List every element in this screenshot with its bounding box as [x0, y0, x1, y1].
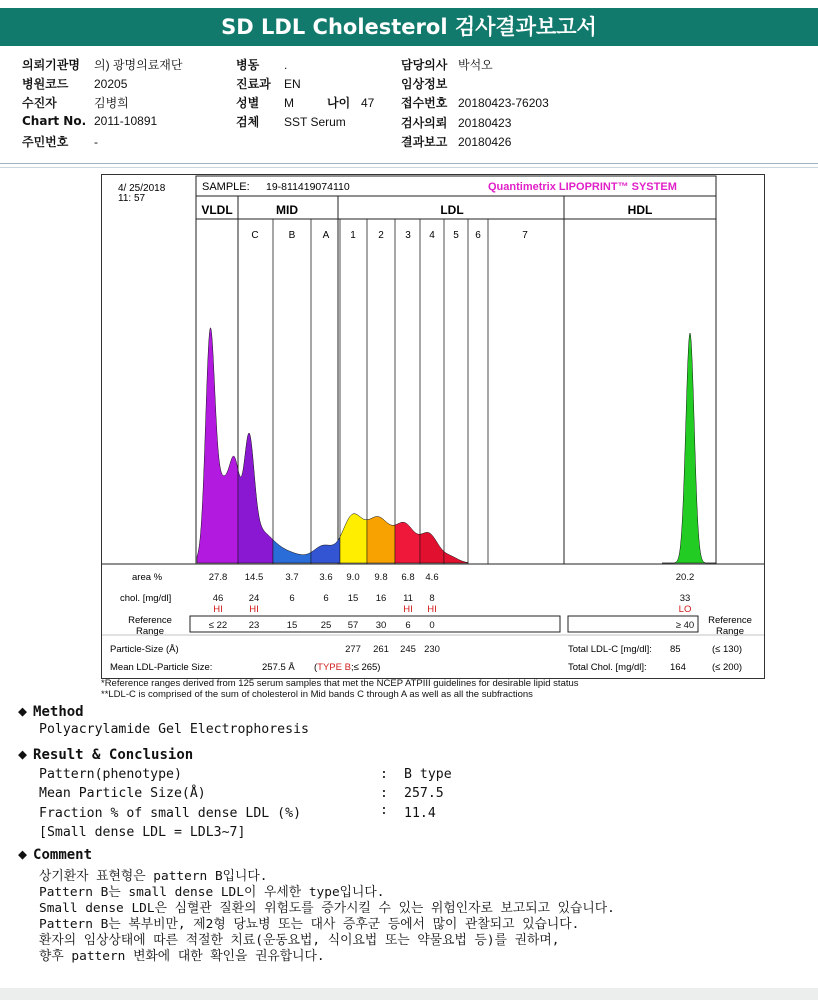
- result-label: Fraction % of small dense LDL (%): [39, 806, 302, 821]
- area-value: 6.8: [401, 572, 415, 583]
- result-label: Mean Particle Size(Å): [39, 786, 206, 801]
- band-dividers: [196, 196, 716, 564]
- chol-value: 15: [347, 593, 359, 604]
- mean-size-value: 257.5 Å: [262, 662, 295, 673]
- result-heading: ◆ Result & Conclusion: [18, 745, 194, 763]
- chol-value: 16: [375, 593, 387, 604]
- sample-label: SAMPLE:: [202, 181, 250, 193]
- band-label-b: B: [288, 230, 296, 241]
- band-label-2: 2: [378, 230, 384, 241]
- area-value: 3.7: [285, 572, 299, 583]
- band-fill-A: [311, 537, 340, 563]
- result-sep: :: [380, 786, 388, 801]
- info-row: 병원코드 20205: [22, 77, 128, 91]
- comment-line: Pattern B는 small dense LDL이 우세한 type입니다.: [39, 885, 385, 900]
- result-sep: :: [380, 767, 388, 782]
- flag-lo: LO: [678, 604, 692, 615]
- info-row: 성별 M: [236, 96, 294, 110]
- comment-line: 환자의 임상상태에 따른 적절한 치료(운동요법, 식이요법 또는 약물요법 등)를 권하며,: [39, 933, 560, 948]
- plot-frame: [196, 196, 716, 564]
- band-fill-C: [238, 433, 273, 563]
- reference-value: 15: [286, 620, 298, 631]
- result-label: Pattern(phenotype): [39, 767, 182, 782]
- comment-heading: ◆ Comment: [18, 845, 93, 863]
- system-logo: Quantimetrix LIPOPRINT™ SYSTEM: [488, 181, 677, 193]
- band-fill-5: [444, 552, 468, 564]
- total-chol-label: Total Chol. [mg/dl]:: [568, 662, 647, 673]
- flag-hi: HI: [403, 604, 413, 615]
- particle-size-value: 261: [373, 644, 389, 655]
- info-row: 병동 .: [236, 58, 288, 72]
- total-chol-ref: (≤ 200): [712, 662, 743, 673]
- result-value: B type: [404, 767, 452, 782]
- row-label-reference: Reference Range: [128, 615, 172, 637]
- method-text: Polyacrylamide Gel Electrophoresis: [39, 722, 309, 737]
- result-note: [Small dense LDL = LDL3~7]: [39, 825, 246, 840]
- chol-value: 46: [212, 593, 224, 604]
- comment-line: Pattern B는 복부비만, 제2형 당뇨병 또는 대사 증후군 등에서 많이 관찰되고 있습니다.: [39, 917, 580, 932]
- reference-value: 30: [375, 620, 387, 631]
- comment-line: 향후 pattern 변화에 대한 확인을 권유합니다.: [39, 949, 325, 964]
- band-label-3: 3: [405, 230, 411, 241]
- row-label-area: area %: [132, 572, 163, 583]
- band-fill-3: [395, 522, 420, 563]
- chol-value: 33: [679, 593, 691, 604]
- area-value: 9.8: [374, 572, 388, 583]
- info-row: 결과보고 20180426: [401, 135, 512, 149]
- footnote-2: **LDL-C is comprised of the sum of cholesterol in Mid bands C through A as well as all the subfractions: [101, 689, 533, 700]
- band-label-c: C: [251, 230, 259, 241]
- diamond-icon: ◆: [18, 845, 28, 863]
- info-row: 진료과 EN: [236, 77, 301, 91]
- reference-value: 25: [320, 620, 332, 631]
- band-fill-VLDL: [197, 328, 238, 563]
- total-ldl-value: 85: [670, 644, 681, 655]
- result-value: 257.5: [404, 786, 444, 801]
- reference-value: 23: [248, 620, 260, 631]
- area-value: 3.6: [319, 572, 333, 583]
- flag-hi: HI: [213, 604, 223, 615]
- reference-value: ≥ 40: [675, 620, 695, 631]
- area-value: 9.0: [346, 572, 360, 583]
- lipoprint-chart-svg: [102, 175, 764, 678]
- band-fill-2: [367, 517, 395, 564]
- particle-size-value: 245: [400, 644, 416, 655]
- info-row: 의뢰기관명 의) 광명의료재단: [22, 58, 183, 72]
- table-values: [209, 572, 695, 655]
- band-label-4: 4: [429, 230, 435, 241]
- group-label-mid: MID: [276, 203, 298, 217]
- info-row: Chart No. 2011-10891: [22, 114, 158, 128]
- area-value: 20.2: [675, 572, 695, 583]
- row-label-reference-right: Reference Range: [708, 615, 752, 637]
- band-fill-1: [340, 514, 367, 563]
- result-value: 11.4: [404, 806, 436, 821]
- sample-id: 19-811419074110: [266, 181, 350, 193]
- band-fill-HDL: [662, 333, 716, 563]
- band-fill-B: [273, 540, 311, 563]
- chol-value: 6: [289, 593, 295, 604]
- info-row: 주민번호 -: [22, 135, 98, 149]
- reference-value: 57: [347, 620, 359, 631]
- divider: [0, 167, 818, 168]
- info-row: 접수번호 20180423-76203: [401, 96, 549, 110]
- mean-type: (TYPE B;≤ 265): [314, 662, 381, 673]
- method-heading: ◆ Method: [18, 702, 84, 720]
- info-row: 수진자 김병희: [22, 96, 129, 110]
- page-footer: [0, 988, 818, 1000]
- group-label-ldl: LDL: [440, 203, 464, 217]
- row-label-particle: Particle-Size (Å): [110, 644, 179, 655]
- diamond-icon: ◆: [18, 745, 28, 763]
- result-sep: :: [380, 803, 388, 818]
- band-label-5: 5: [453, 230, 459, 241]
- band-label-7: 7: [522, 230, 528, 241]
- lipoprint-chart: [101, 174, 765, 679]
- chol-value: 24: [248, 593, 260, 604]
- footnote-1: *Reference ranges derived from 125 serum samples that met the NCEP ATPIII guidelines for desirable lipid status: [101, 678, 579, 689]
- group-label-vldl: VLDL: [201, 203, 233, 217]
- band-fill-4: [420, 532, 444, 563]
- total-chol-value: 164: [670, 662, 686, 673]
- divider: [0, 163, 818, 164]
- total-ldl-label: Total LDL-C [mg/dl]:: [568, 644, 652, 655]
- reference-value: 0: [429, 620, 435, 631]
- info-row: 검체 SST Serum: [236, 115, 346, 129]
- comment-line: 상기환자 표현형은 pattern B입니다.: [39, 869, 268, 884]
- band-label-1: 1: [350, 230, 356, 241]
- band-label-6: 6: [475, 230, 481, 241]
- reference-value: 6: [405, 620, 411, 631]
- reference-value: ≤ 22: [208, 620, 228, 631]
- comment-line: Small dense LDL은 심혈관 질환의 위험도를 증가시킬 수 있는 위험인자로 보고되고 있습니다.: [39, 901, 615, 916]
- chart-date: 4/ 25/2018: [118, 183, 166, 194]
- diamond-icon: ◆: [18, 702, 28, 720]
- row-label-chol: chol. [mg/dl]: [120, 593, 172, 604]
- row-label-mean: Mean LDL-Particle Size:: [110, 662, 213, 673]
- flag-hi: HI: [249, 604, 259, 615]
- area-value: 4.6: [425, 572, 439, 583]
- info-row: 검사의뢰 20180423: [401, 116, 512, 130]
- area-value: 14.5: [244, 572, 264, 583]
- densitogram: [197, 328, 716, 563]
- area-value: 27.8: [208, 572, 228, 583]
- report-title: SD LDL Cholesterol 검사결과보고서: [0, 8, 818, 46]
- chol-value: 8: [429, 593, 435, 604]
- info-row: 임상정보: [401, 77, 448, 91]
- chol-value: 11: [403, 593, 413, 604]
- age-field: 나이 47: [327, 96, 375, 110]
- total-ldl-ref: (≤ 130): [712, 644, 743, 655]
- group-label-hdl: HDL: [627, 203, 653, 217]
- chart-time: 11: 57: [118, 193, 146, 204]
- flag-hi: HI: [427, 604, 437, 615]
- info-row: 담당의사 박석오: [401, 58, 493, 72]
- band-label-a: A: [322, 230, 330, 241]
- chol-value: 6: [323, 593, 329, 604]
- particle-size-value: 230: [424, 644, 440, 655]
- particle-size-value: 277: [345, 644, 361, 655]
